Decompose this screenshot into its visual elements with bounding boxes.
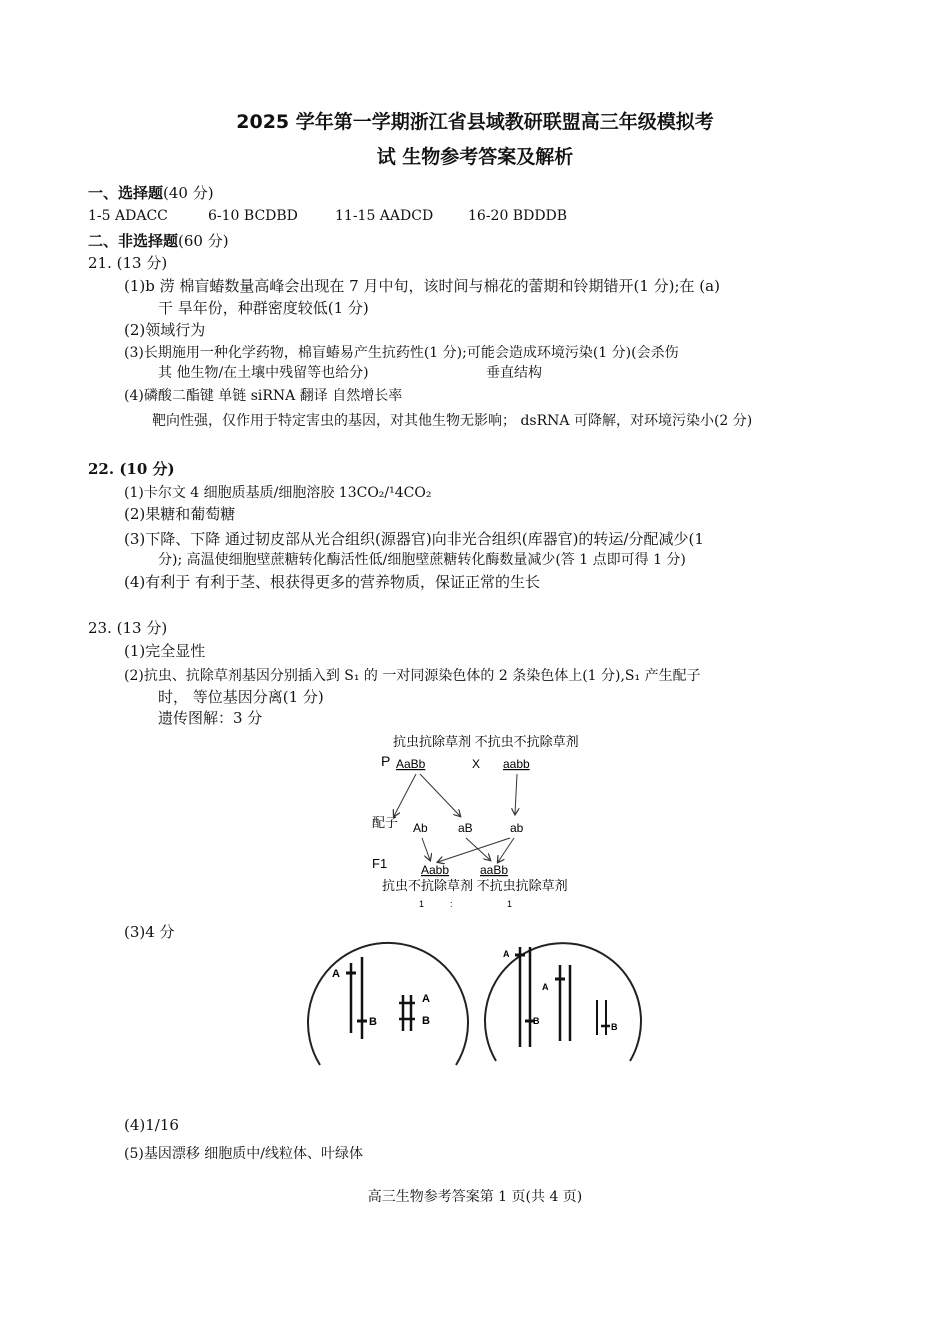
gamete-Ab: Ab xyxy=(413,821,428,835)
arrow-p1-to-aB xyxy=(420,774,460,816)
q21-part3-extra: 垂直结构 xyxy=(486,365,542,381)
arrow-p2-to-ab xyxy=(515,774,517,814)
q21-part1-line2: 干 旱年份，种群密度较低(1 分) xyxy=(158,299,369,317)
q23-part1: (1)完全显性 xyxy=(124,642,206,660)
ratio-right: 1 xyxy=(507,899,513,909)
section1-heading: 一、选择题 xyxy=(88,184,164,202)
gamete-label: 配子 xyxy=(372,815,399,830)
q21-part4-line2: 靶向性强，仅作用于特定害虫的基因，对其他生物无影响； dsRNA 可降解，对环境污染小(2 分) xyxy=(152,413,753,429)
q23-part4: (4)1/16 xyxy=(124,1116,179,1134)
q22-part3-line2: 分); 高温使细胞壁蔗糖转化酶活性低/细胞壁蔗糖转化酶数量减少(答 1 点即可得 1 分) xyxy=(158,552,686,568)
arrow-ab-to-Aabb xyxy=(438,838,510,862)
section2-heading-row xyxy=(88,230,229,251)
q22-part3-line1: (3)下降、下降 通过韧皮部从光合组织(源器官)向非光合组织(库器官)的转运/分配减少(1 xyxy=(124,530,704,548)
q21-part3-line1: (3)长期施用一种化学药物，棉盲蝽易产生抗药性(1 分);可能会造成环境污染(1 分)(会杀伤 xyxy=(124,345,679,361)
page-title: 2025 学年第一学期浙江省县域教研联盟高三年级模拟考 xyxy=(236,111,714,133)
section2-heading: 二、非选择题 xyxy=(88,232,179,250)
offspring-phenotypes: 抗虫不抗除草剂 不抗虫抗除草剂 xyxy=(382,878,568,893)
q21-part2: (2)领域行为 xyxy=(124,321,206,339)
genetic-cross-diagram xyxy=(360,728,600,913)
q22-part1: (1)卡尔文 4 细胞质基质/细胞溶胶 13CO₂/¹4CO₂ xyxy=(124,485,432,501)
cross-sign: X xyxy=(472,757,481,771)
left-label-B2: B xyxy=(422,1015,430,1027)
offspring-aaBb: aaBb xyxy=(480,863,509,877)
right-label-B2: B xyxy=(611,1022,618,1032)
q23-part5: (5)基因漂移 细胞质中/线粒体、叶绿体 xyxy=(124,1146,363,1162)
q23-part2-line3: 遗传图解：3 分 xyxy=(158,709,263,727)
q21-part3-line2: 其 他生物/在土壤中残留等也给分) xyxy=(158,365,369,381)
arrow-Ab-to-Aabb xyxy=(422,838,430,860)
mc-answers-16-20: 16-20 BDDDB xyxy=(468,208,568,224)
q23-header: 23. (13 分) xyxy=(88,619,168,637)
f1-label: F1 xyxy=(372,856,388,871)
q23-part2-line2: 时， 等位基因分离(1 分) xyxy=(158,688,324,706)
q21-header: 21. (13 分) xyxy=(88,254,168,272)
section2-points: (60 分) xyxy=(178,232,229,250)
right-label-A1: A xyxy=(503,949,510,959)
parent-phenotypes: 抗虫抗除草剂 不抗虫不抗除草剂 xyxy=(393,734,579,749)
q22-part4: (4)有利于 有利于茎、根获得更多的营养物质，保证正常的生长 xyxy=(124,573,541,591)
q23-part3: (3)4 分 xyxy=(124,923,175,941)
q22-part2: (2)果糖和葡萄糖 xyxy=(124,505,236,523)
mc-answers-1-5: 1-5 ADACC xyxy=(88,208,168,224)
left-label-B1: B xyxy=(369,1016,377,1028)
q21-part1-line1: (1)b 涝 棉盲蝽数量高峰会出现在 7 月中旬，该时间与棉花的蕾期和铃期错开(1 分);在 (a) xyxy=(124,277,720,295)
page-footer: 高三生物参考答案第 1 页(共 4 页) xyxy=(367,1189,583,1205)
q21-part4-line1: (4)磷酸二酯键 单链 siRNA 翻译 自然增长率 xyxy=(124,388,403,404)
page-subtitle: 试 生物参考答案及解析 xyxy=(376,146,574,168)
right-cell-outline xyxy=(485,943,641,1061)
arrow-p1-to-Ab xyxy=(394,774,416,816)
parent1-genotype: AaBb xyxy=(396,757,426,771)
q22-header: 22. (10 分) xyxy=(88,460,175,478)
p-label: P xyxy=(381,753,391,769)
mc-answers-6-10: 6-10 BCDBD xyxy=(208,208,298,224)
right-label-A2: A xyxy=(542,982,549,992)
section1-heading-row xyxy=(88,182,214,203)
parent2-genotype: aabb xyxy=(503,757,530,771)
mc-answers-11-15: 11-15 AADCD xyxy=(335,208,434,224)
ratio-left: 1 xyxy=(419,899,425,909)
q23-part2-line1: (2)抗虫、抗除草剂基因分别插入到 S₁ 的 一对同源染色体的 2 条染色体上(1 分),S₁ 产生配子 xyxy=(124,668,701,684)
left-cell-outline xyxy=(308,943,468,1065)
gamete-aB: aB xyxy=(458,821,473,835)
gamete-ab: ab xyxy=(510,821,524,835)
offspring-Aabb: Aabb xyxy=(421,863,450,877)
ratio-colon: : xyxy=(450,899,453,909)
left-label-A1: A xyxy=(332,968,340,980)
right-label-B1: B xyxy=(533,1016,540,1026)
chromosome-cell-diagram xyxy=(300,935,645,1070)
section1-points: (40 分) xyxy=(163,184,214,202)
left-label-A2: A xyxy=(422,993,430,1005)
